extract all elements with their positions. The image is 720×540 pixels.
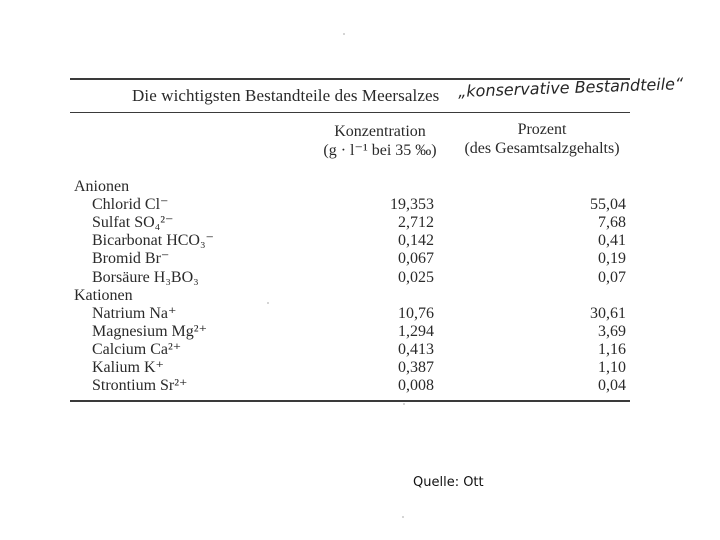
scan-speck [343, 33, 345, 35]
percent-cell: 0,19 [598, 250, 626, 268]
table-row [70, 323, 630, 341]
scan-speck [403, 403, 405, 405]
group-label: Anionen [74, 178, 130, 195]
table-row [70, 269, 630, 287]
table-group-row [70, 287, 630, 305]
percent-cell: 3,69 [598, 322, 626, 340]
concentration-column-header [310, 122, 450, 160]
scan-speck [402, 516, 404, 518]
table-row [70, 359, 630, 377]
percent-cell: 0,07 [598, 268, 626, 286]
table-bottom-rule [70, 400, 630, 402]
scanned-table [70, 72, 684, 404]
constituent-name: Bicarbonat HCO₃⁻ [92, 232, 214, 250]
constituent-name: Kalium K⁺ [92, 359, 164, 376]
table-row [70, 377, 630, 395]
percent-cell: 55,04 [590, 196, 626, 214]
percent-cell: 0,41 [598, 232, 626, 250]
concentration-cell: 2,712 [398, 214, 434, 232]
constituent-name: Bromid Br⁻ [92, 250, 170, 268]
table-title: Die wichtigsten Bestandteile des Meersalzes [132, 86, 440, 105]
table-row [70, 341, 630, 359]
percent-cell: 0,04 [598, 377, 626, 395]
concentration-cell: 0,387 [398, 359, 434, 376]
constituent-name: Calcium Ca²⁺ [92, 340, 182, 358]
table-row [70, 214, 630, 232]
percent-cell: 30,61 [590, 304, 626, 322]
source-caption: Quelle: Ott [413, 475, 484, 490]
percent-cell: 1,16 [598, 340, 626, 358]
concentration-header-line2: (g · l⁻¹ bei 35 ‰) [323, 142, 437, 159]
percent-header-line2: (des Gesamtsalzgehalts) [464, 140, 620, 157]
group-label: Kationen [74, 286, 133, 304]
constituent-name: Strontium Sr²⁺ [92, 377, 188, 395]
concentration-cell: 0,142 [398, 232, 434, 250]
constituent-name: Magnesium Mg²⁺ [92, 322, 208, 340]
concentration-cell: 19,353 [390, 196, 434, 214]
table-group-row [70, 178, 630, 196]
table-row [70, 305, 630, 323]
concentration-cell: 10,76 [398, 304, 434, 322]
concentration-cell: 0,413 [398, 340, 434, 358]
concentration-header-line1: Konzentration [334, 123, 426, 140]
constituent-name: Chlorid Cl⁻ [92, 196, 169, 214]
percent-cell: 7,68 [598, 214, 626, 232]
constituent-name: Sulfat SO₄²⁻ [92, 214, 174, 232]
scan-speck [267, 302, 269, 304]
percent-header-line1: Prozent [517, 121, 567, 138]
handwritten-annotation: „konservative Bestandteile“ [457, 74, 684, 101]
concentration-cell: 0,008 [398, 377, 434, 395]
constituent-name: Borsäure H₃BO₃ [92, 268, 199, 286]
concentration-cell: 1,294 [398, 322, 434, 340]
concentration-cell: 0,025 [398, 268, 434, 286]
table-row [70, 196, 630, 214]
percent-cell: 1,10 [598, 359, 626, 376]
table-row [70, 250, 630, 268]
concentration-cell: 0,067 [398, 250, 434, 268]
table-row [70, 232, 630, 250]
percent-column-header [458, 120, 626, 158]
constituent-name: Natrium Na⁺ [92, 304, 177, 322]
table-header-rule [70, 112, 630, 113]
